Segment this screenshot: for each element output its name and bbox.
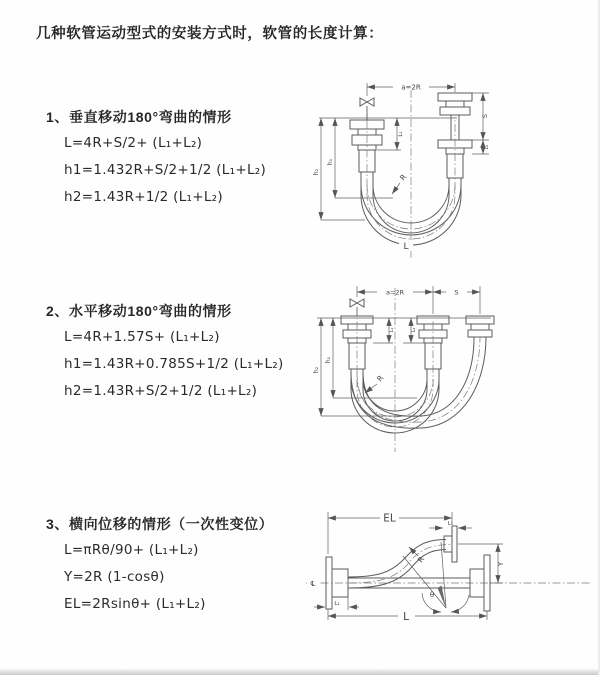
dimension-l2 (472, 140, 490, 154)
dim-label-h2: h₂ (313, 168, 320, 176)
dimension-h2 (313, 118, 365, 220)
dim-label-el: EL (383, 512, 396, 525)
dim-label-a2r: a=2R (385, 288, 405, 297)
dim-label-l: L (403, 242, 409, 252)
dimension-s (433, 286, 480, 314)
diagram-vertical-180-bend (305, 72, 600, 272)
dimension-l1 (373, 318, 395, 343)
dim-label-s: S (481, 113, 489, 119)
diagram-lateral-displacement (300, 498, 600, 663)
dim-label-l: L (403, 611, 409, 623)
formula-line: L=4R+1.57S+ (L₁+L₂) (64, 329, 220, 345)
section-2-heading: 2、水平移动180°弯曲的情形 (46, 303, 232, 319)
right-flange-fitting-upper (438, 93, 472, 140)
dimension-h1 (327, 118, 393, 198)
formula-line: EL=2Rsinθ+ (L₁+L₂) (64, 596, 206, 612)
page-title: 几种软管运动型式的安装方式时，软管的长度计算： (36, 26, 384, 42)
dim-label-l1-top: L₁ (447, 521, 454, 527)
dim-label-l2: L₂ (484, 144, 490, 150)
right-flange-fitting (466, 316, 494, 337)
dimension-l1-top (429, 521, 472, 528)
dim-label-a2r: a=2R (401, 83, 421, 92)
formula-line: h1=1.43R+0.785S+1/2 (L₁+L₂) (64, 356, 284, 372)
dim-label-l1: L₁ (398, 131, 404, 137)
angle-construction (403, 542, 469, 612)
s-curve-hose-displaced (348, 540, 452, 589)
section-1-heading: 1、垂直移动180°弯曲的情形 (46, 109, 232, 125)
formula-line: h2=1.43R+S/2+1/2 (L₁+L₂) (64, 383, 258, 399)
dim-label-y: Y (497, 561, 505, 567)
dim-label-h1: h₁ (325, 356, 332, 364)
upper-flange-displaced (444, 526, 457, 562)
formula-line: L=4R+S/2+ (L₁+L₂) (64, 135, 203, 151)
dim-label-l1: L₁ (389, 327, 395, 333)
dimension-l (328, 609, 487, 623)
dim-label-r: R (397, 172, 409, 183)
scan-edge-bottom (0, 669, 598, 675)
length-label (399, 240, 413, 252)
centerline-mark: ℄ (310, 580, 316, 588)
formula-line: h2=1.43R+1/2 (L₁+L₂) (64, 189, 223, 205)
dimension-l1-left (314, 597, 359, 610)
dimension-y (458, 544, 505, 583)
radius-callout (392, 173, 408, 194)
dim-label-h2: h₂ (313, 366, 320, 374)
u-hose-displaced (351, 337, 486, 428)
dimension-s (472, 93, 489, 140)
dim-label-h1: h₁ (327, 158, 334, 166)
dim-label-r: R (415, 554, 427, 565)
section-3-heading: 3、横向位移的情形（一次性变位） (46, 516, 274, 532)
dim-label-l1-left: L₁ (334, 601, 340, 607)
centerline-symbol (307, 577, 319, 588)
dim-label-s: S (454, 288, 459, 297)
dim-label-theta: θ (429, 591, 435, 599)
radius-callout (365, 374, 385, 393)
formula-line: h1=1.432R+S/2+1/2 (L₁+L₂) (64, 162, 267, 178)
dim-label-r: R (374, 373, 386, 384)
formula-line: Y=2R (1-cosθ) (64, 569, 165, 585)
dimension-el (328, 512, 452, 554)
formula-line: L=πRθ/90+ (L₁+L₂) (64, 542, 199, 558)
diagram-horizontal-180-bend (305, 272, 600, 467)
dim-label-l2: L₂ (411, 327, 417, 333)
